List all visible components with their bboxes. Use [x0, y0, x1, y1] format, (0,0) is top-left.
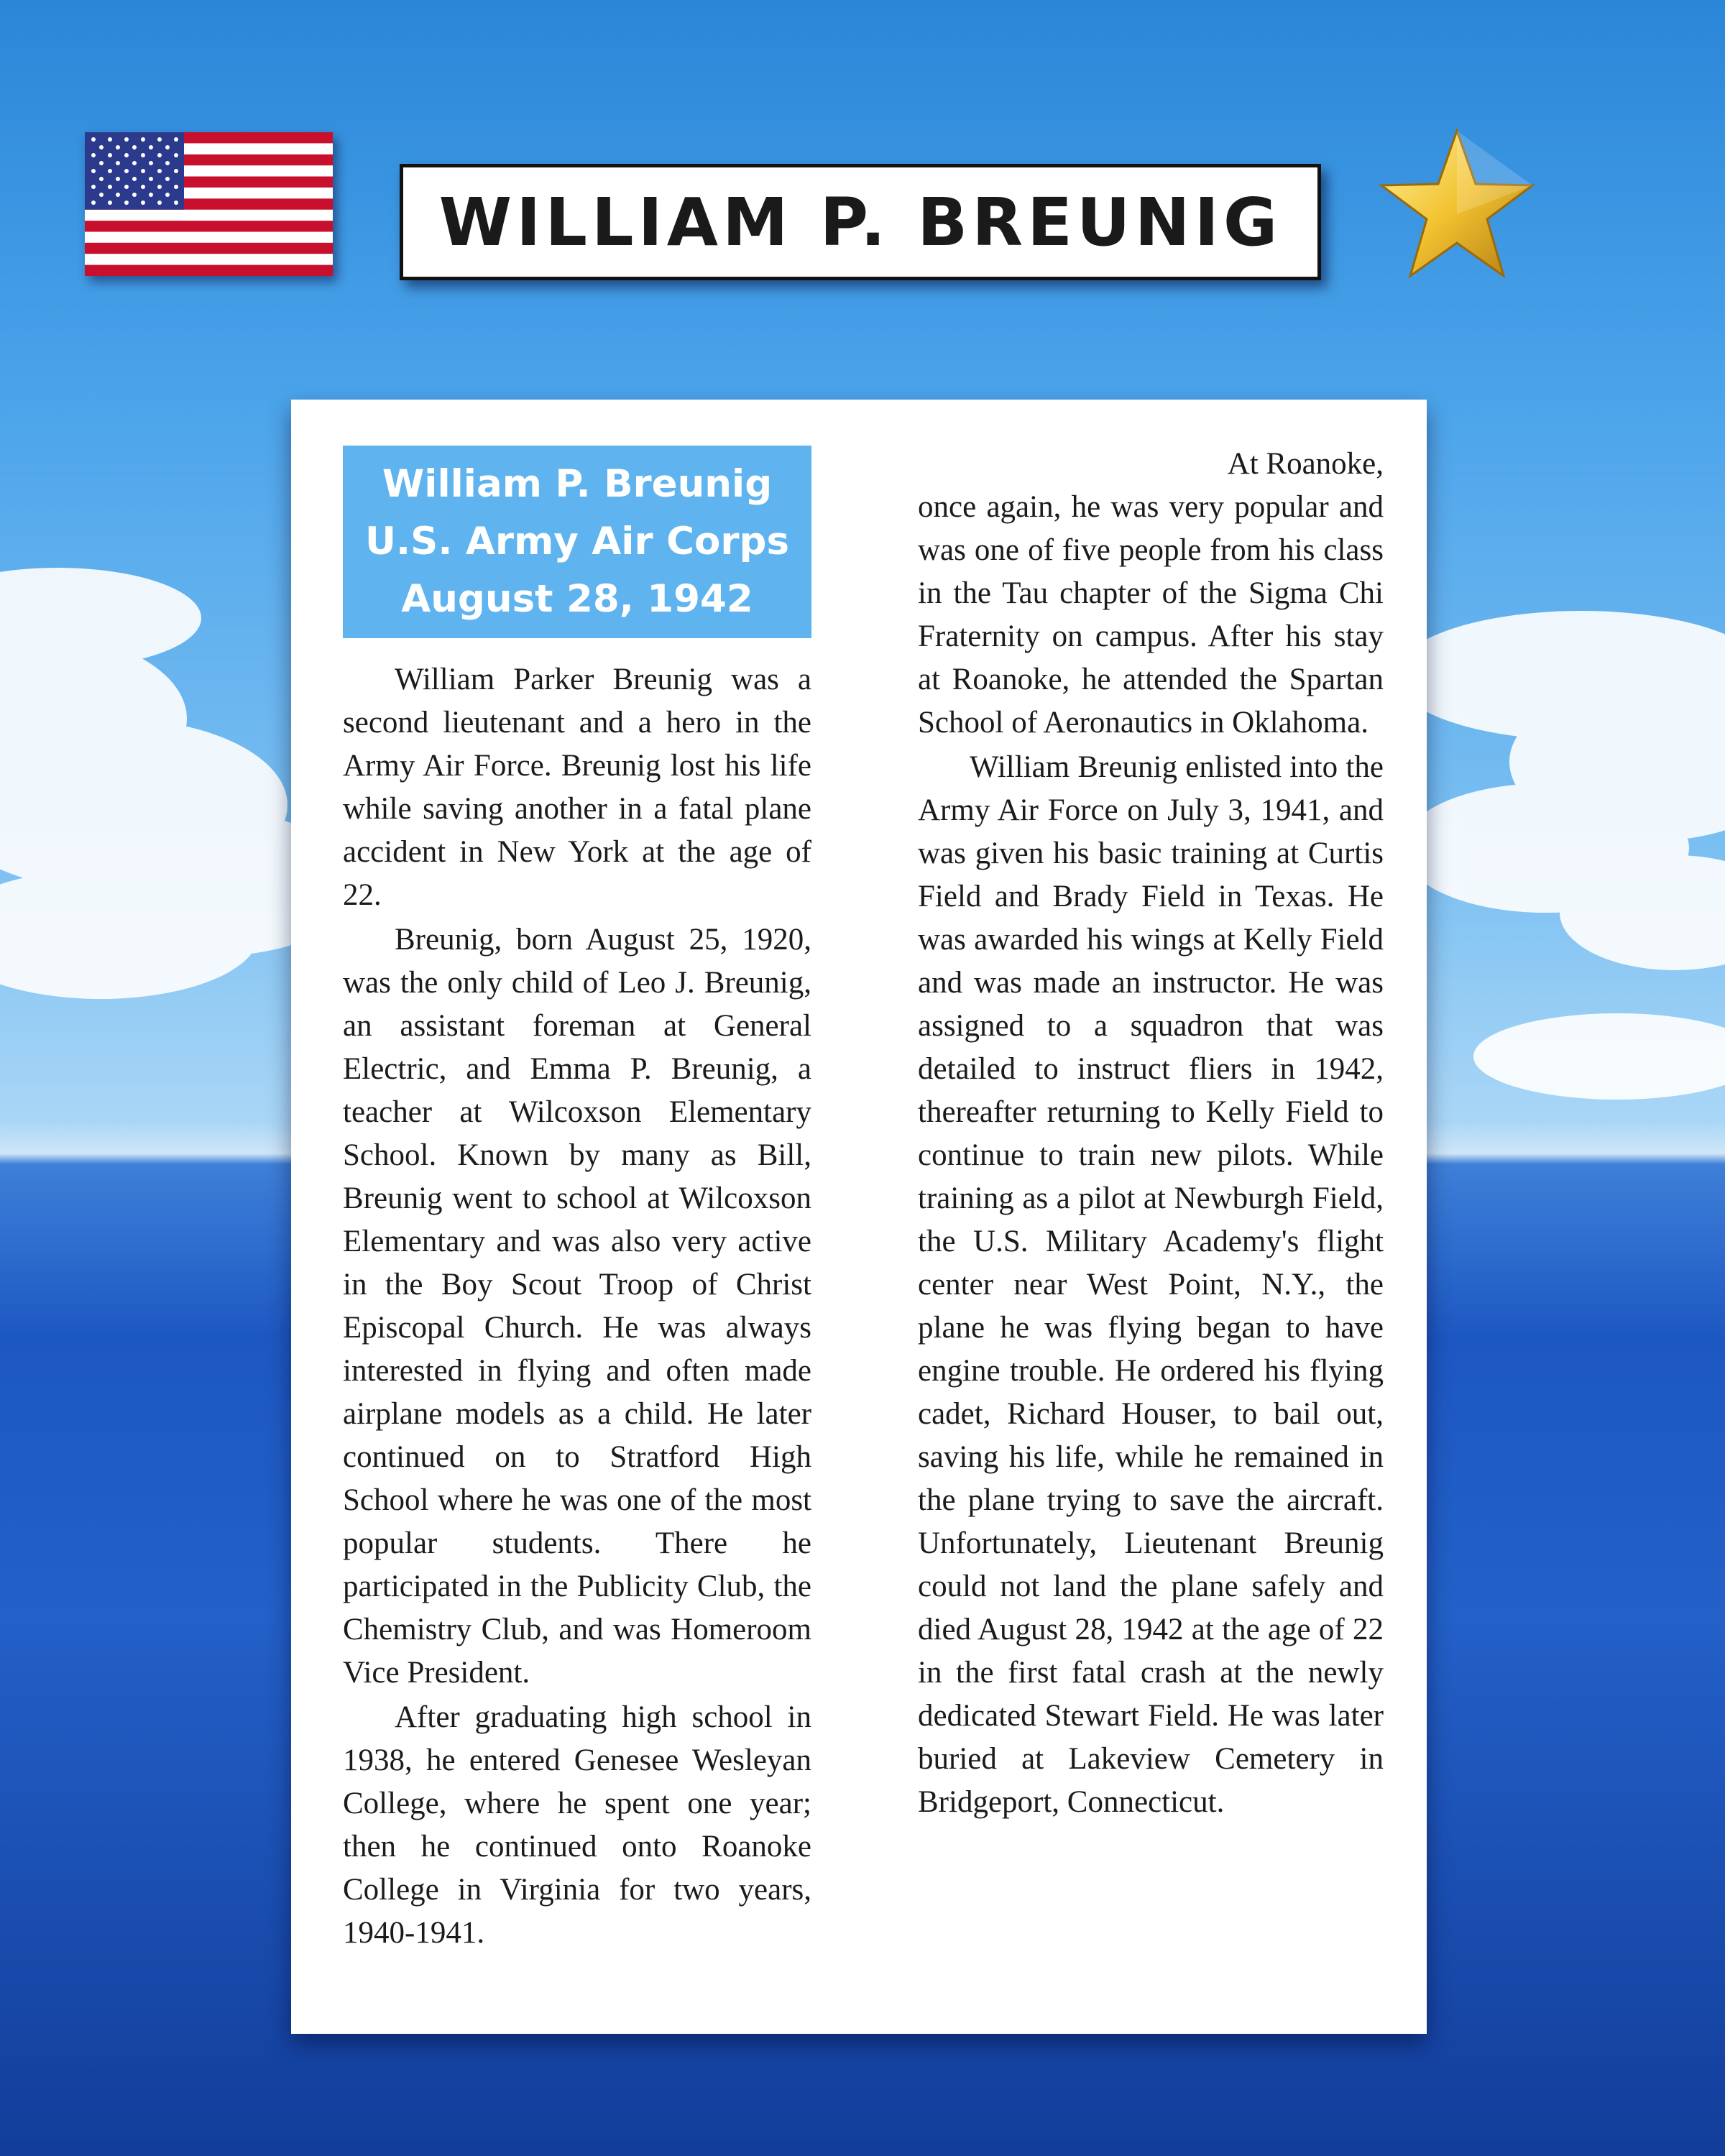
headline-box [343, 446, 811, 638]
article-panel [291, 400, 1427, 2034]
gold-star-icon [1379, 128, 1535, 280]
us-flag-icon [85, 132, 333, 276]
paragraph: After graduating high school in 1938, he entered Genesee Wesleyan College, where he spent one year; then he continued onto Roanoke College in Virginia for two years, 1940-1941. [343, 1700, 811, 1950]
headline-date: August 28, 1942 [401, 577, 753, 621]
paragraph: Breunig, born August 25, 1920, was the only child of Leo J. Breunig, an assistant foreman at General Electric, and Emma P. Breunig, a teacher at Wilcoxson Elementary School. Known by many as Bill, Breunig went to school at Wilcoxson Elementary and was also very active in the Boy Scout Troop of Christ Episcopal Church. He was always interested in flying and often made airplane models as a child. He later continued on to Stratford High School where he was one of the most popular students. There he participated in the Publicity Club, the Chemistry Club, and was Homeroom Vice President. [343, 923, 811, 1690]
paragraph-rest: once again, he was very popular and was one of five people from his class in the Tau chapter of the Sigma Chi Fraternity on campus. After his stay at Roanoke, he attended the Spartan School of Aeronautics in Oklahoma. [918, 490, 1384, 740]
name-banner [400, 164, 1321, 280]
paragraph: William Parker Breunig was a second lieutenant and a hero in the Army Air Force. Breunig lost his life while saving another in a fatal plane accident in New York at the age of 22. [343, 663, 811, 912]
paragraph: William Breunig enlisted into the Army Air Force on July 3, 1941, and was given his basic training at Curtis Field and Brady Field in Texas. He was awarded his wings at Kelly Field and was made an instructor. He was assigned to a squadron that was detailed to instruct fliers in 1942, thereafter returning to Kelly Field to continue to train new pilots. While training as a pilot at Newburgh Field, the U.S. Military Academy's flight center near West Point, N.Y., the plane he was flying began to have engine trouble. He ordered his flying cadet, Richard Houser, to bail out, saving his life, while he remained in the plane trying to save the aircraft. Unfortunately, Lieutenant Breunig could not land the plane safely and died August 28, 1942 at the age of 22 in the first fatal crash at the newly dedicated Stewart Field. He was later buried at Lakeview Cemetery in Bridgeport, Connecticut. [918, 750, 1384, 1819]
banner-name: WILLIAM P. BREUNIG [438, 183, 1282, 261]
right-column [918, 443, 1384, 1825]
paragraph [918, 443, 1384, 745]
headline-branch: U.S. Army Air Corps [364, 520, 789, 563]
headline-name: William P. Breunig [382, 462, 773, 506]
left-column [343, 658, 811, 1956]
paragraph-lead: At Roanoke, [1227, 447, 1384, 481]
